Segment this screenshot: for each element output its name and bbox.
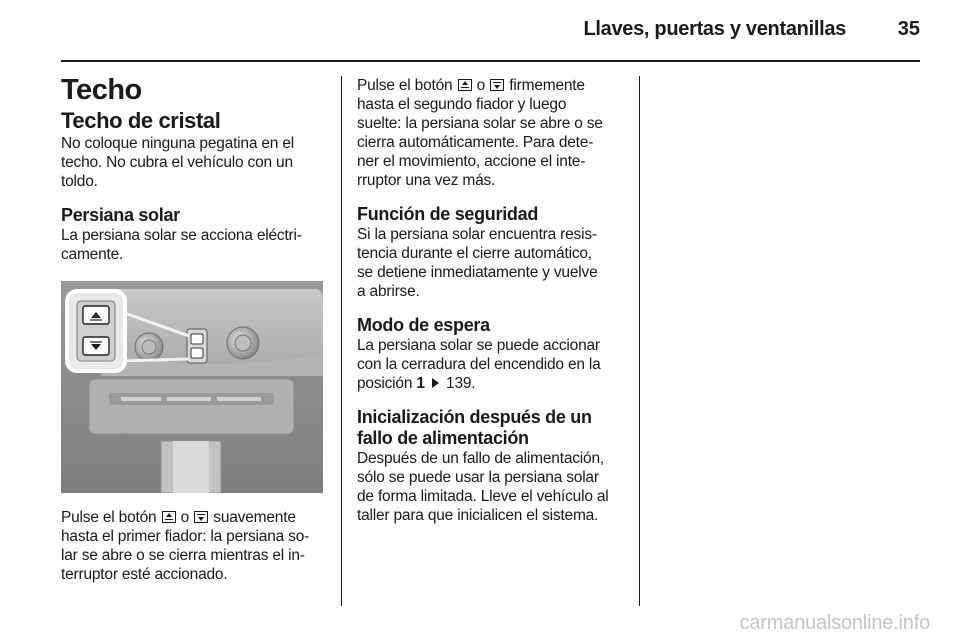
paragraph-seguridad [357,225,627,301]
sunblind-open-button-icon [458,79,472,91]
text-line: tencia durante el cierre automático, [357,245,592,262]
text-fragment: posición [357,375,413,392]
text-line: La persiana solar se acciona eléctri- [61,227,302,244]
text-line [357,374,627,393]
text-line: con la cerradura del encendido en la [357,356,601,373]
heading-persiana-solar: Persiana solar [61,205,180,225]
text-line: suelte: la persiana solar se abre o se [357,115,603,132]
running-header-title: Llaves, puertas y ventanillas [583,18,846,40]
column-divider-2 [639,76,640,606]
text-line: techo. No cubra el vehículo con un [61,154,293,171]
text-fragment: firmemente [509,77,585,94]
text-line: camente. [61,246,124,263]
page-number: 35 [897,18,920,40]
sunblind-close-button-icon [194,511,208,523]
text-line [61,508,329,527]
section-title-techo: Techo [61,74,142,106]
text-line: rruptor una vez más. [357,172,496,189]
paragraph-espera [357,336,627,393]
heading-funcion-seguridad: Función de seguridad [357,204,539,224]
sunblind-close-button-icon [490,79,504,91]
paragraph-pulse-firmemente [357,76,627,190]
text-line: Después de un fallo de alimentación, [357,450,604,467]
paragraph-pulse-suavemente [61,508,329,584]
text-line: se detiene inmediatamente y vuelve [357,264,598,281]
paragraph-cristal [61,134,329,191]
text-fragment: suavemente [213,509,296,526]
paragraph-inicializacion [357,449,627,525]
text-line: Si la persiana solar encuentra resis- [357,226,597,243]
text-line: sólo se puede usar la persiana solar [357,469,599,486]
text-line [357,76,627,95]
text-fragment: Pulse el botón [357,77,453,94]
text-line: ner el movimiento, accione el inte- [357,153,586,170]
text-fragment: o [180,509,190,526]
figure-roof-console-sunblind-switch [61,281,323,493]
heading-line: Inicialización después de un [357,407,592,427]
page-reference: 139. [446,375,476,392]
section-title-techo-cristal: Techo de cristal [61,108,221,133]
text-line: de forma limitada. Lleve el vehículo al [357,488,609,505]
text-line: lar se abre o se cierra mientras el in- [61,547,305,564]
column-divider-1 [341,76,342,606]
column-2 [357,76,627,525]
text-line: La persiana solar se puede accionar [357,337,600,354]
position-number: 1 [416,375,425,392]
heading-inicializacion [357,407,627,449]
page-reference-arrow-icon [432,378,439,388]
text-fragment: o [476,77,486,94]
text-line: No coloque ninguna pegatina en el [61,135,294,152]
column-1 [61,72,329,264]
text-line: a abrirse. [357,283,420,300]
text-line: taller para que inicialicen el sistema. [357,507,599,524]
text-line: hasta el segundo fiador y luego [357,96,567,113]
sunblind-open-button-icon [162,511,176,523]
heading-modo-espera: Modo de espera [357,315,490,335]
paragraph-persiana [61,226,329,264]
text-line: toldo. [61,173,98,190]
header-rule [61,60,920,62]
text-fragment: Pulse el botón [61,509,157,526]
heading-line: fallo de alimentación [357,428,529,448]
text-line: hasta el primer fiador: la persiana so- [61,528,310,545]
watermark: carmanualsonline.info [739,612,930,634]
text-line: terruptor esté accionado. [61,566,228,583]
text-line: cierra automáticamente. Para dete- [357,134,594,151]
